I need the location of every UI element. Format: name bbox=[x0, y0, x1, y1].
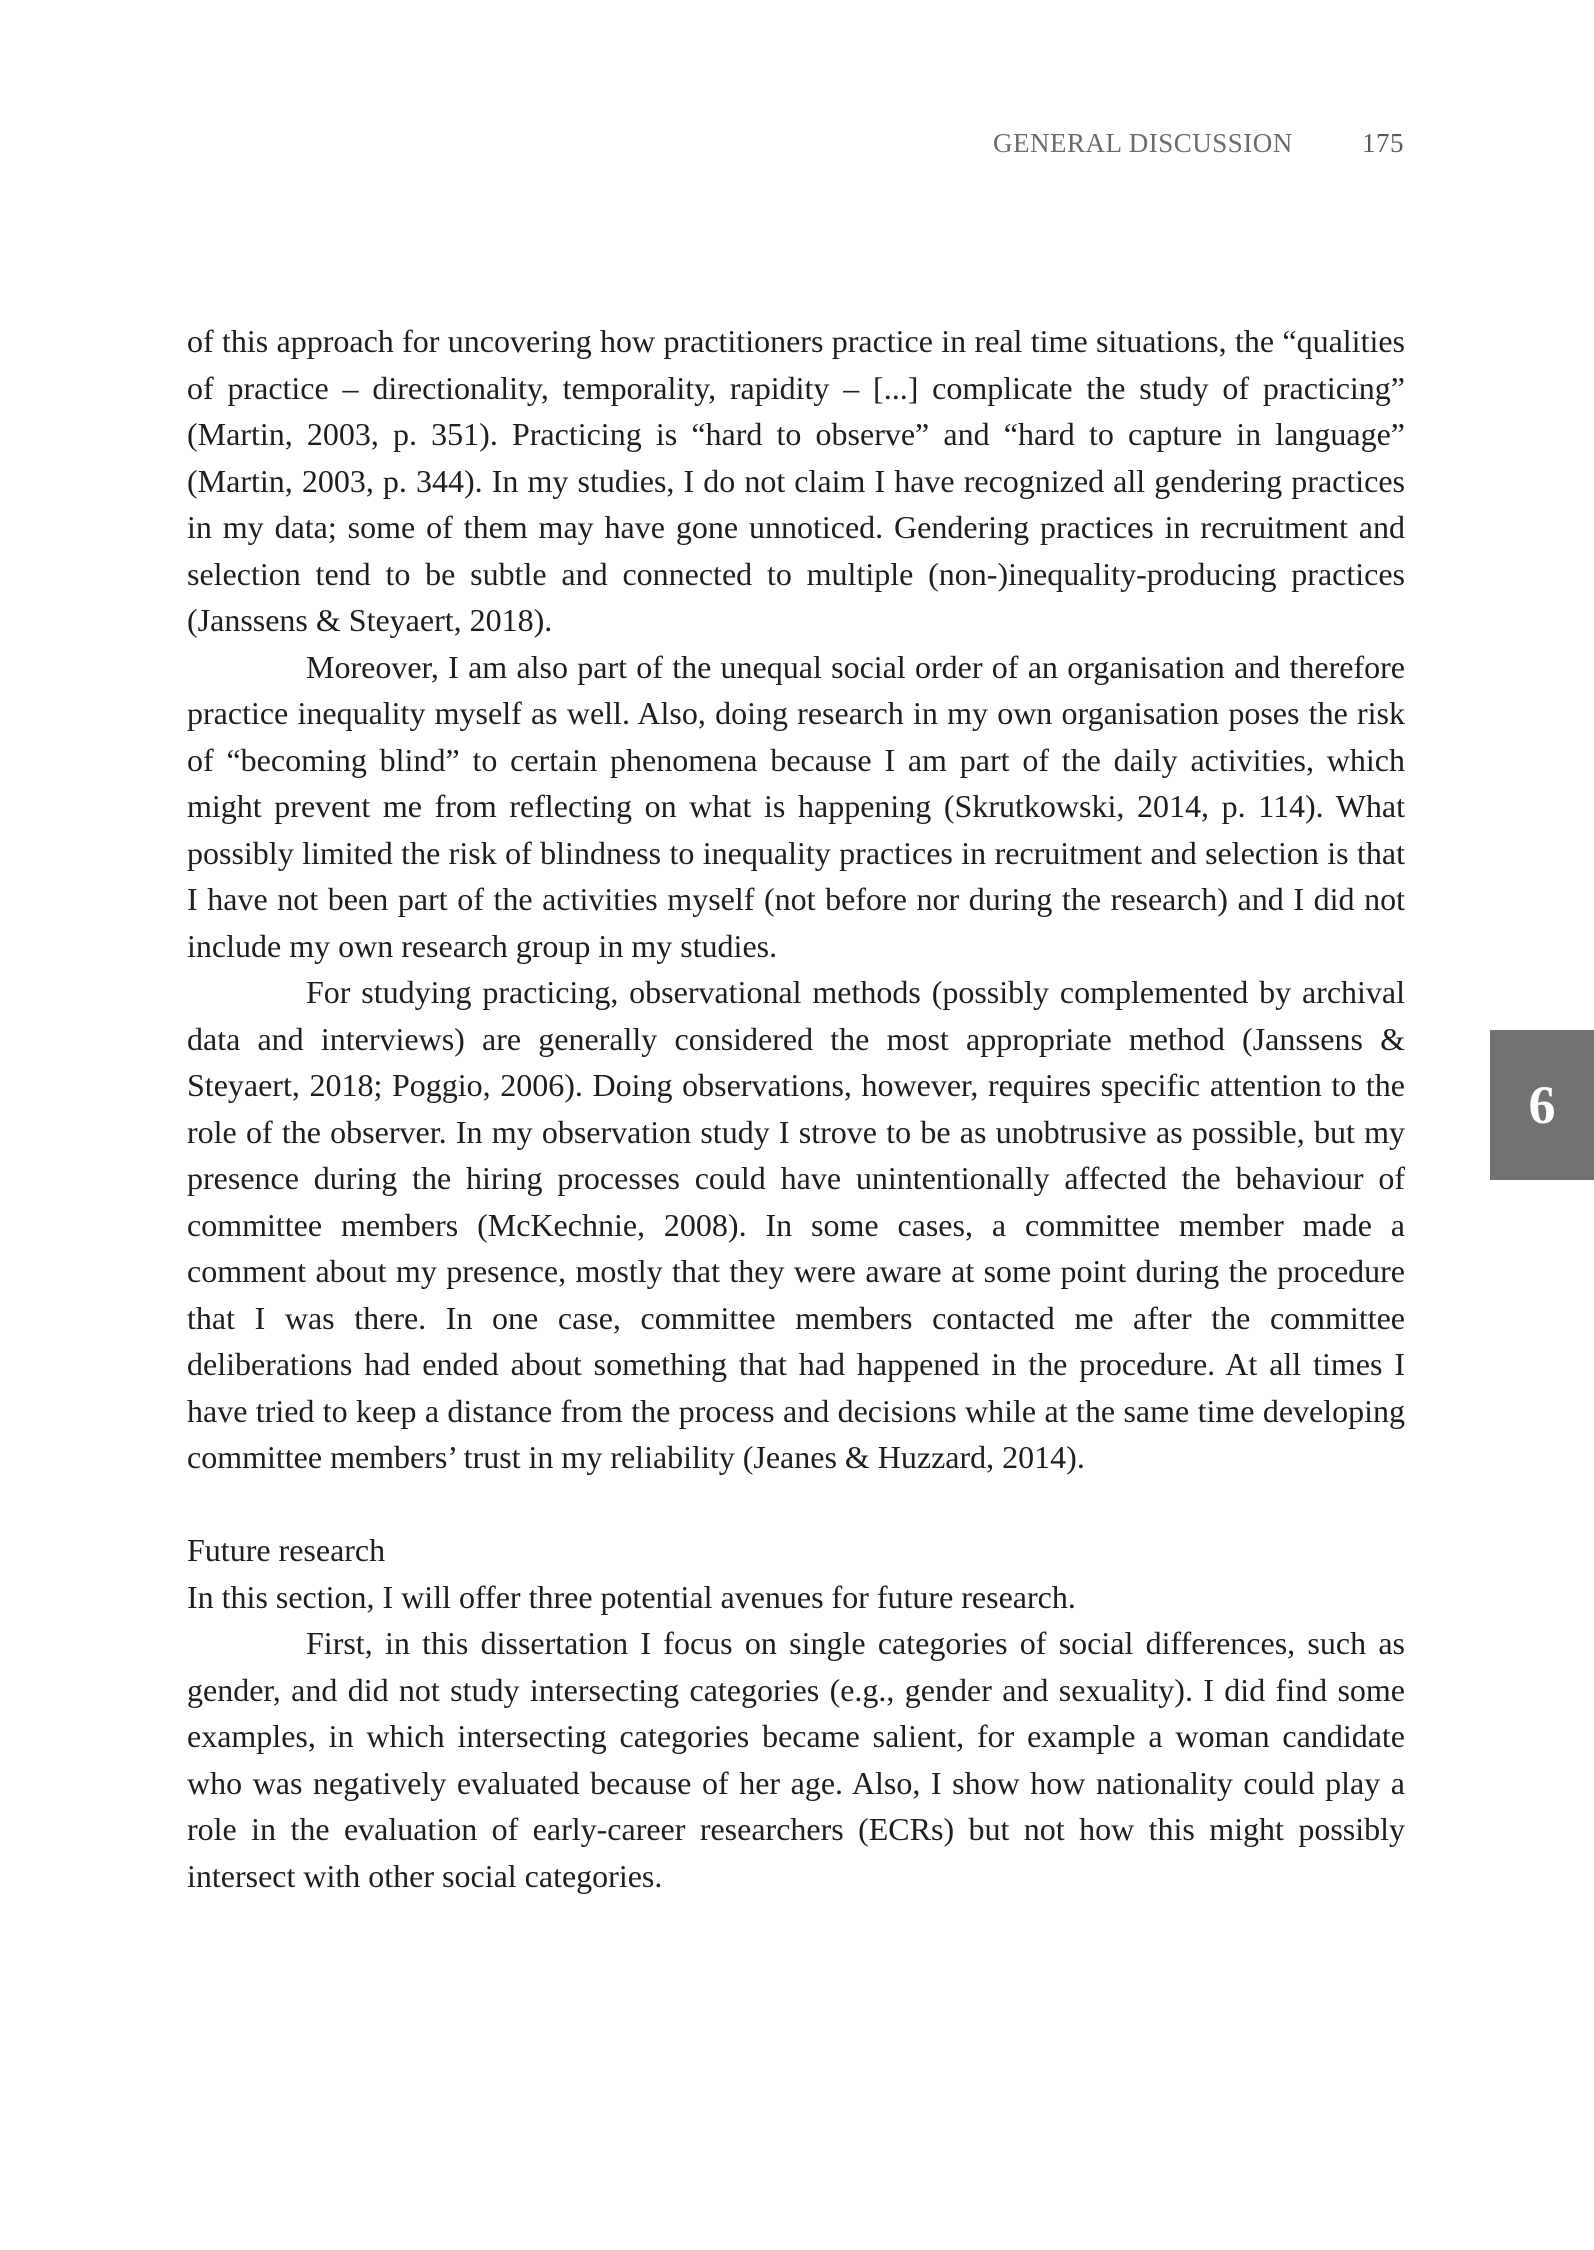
paragraph-researcher-position: Moreover, I am also part of the unequal social order of an organisation and therefore practice inequality myself as well. Also, doing research in my own organisation poses the risk of “becoming blind” to certain phenomena because I am part of the daily activities, which might prevent me from reflecting on what is happening (Skrutkowski, 2014, p. 114). What possibly limited the risk of blindness to inequality practices in recruitment and selection is that I have not been part of the activities myself (not before nor during the research) and I did not include my own research group in my studies. bbox=[187, 648, 1405, 964]
running-head bbox=[993, 128, 1404, 159]
body-text bbox=[187, 318, 1405, 1899]
paragraph-continuation: of this approach for uncovering how practitioners practice in real time situations, the “qualities of practice – directionality, temporality, rapidity – [...] complicate the study of practicing” (Martin, 2003, p. 351). Practicing is “hard to observe” and “hard to capture in language” (Martin, 2003, p. 344). In my studies, I do not claim I have recognized all gendering practices in my data; some of them may have gone unnoticed. Gendering practices in recruitment and selection tend to be subtle and connected to multiple (non-)inequality-producing practices (Janssens & Steyaert, 2018). bbox=[187, 323, 1405, 638]
chapter-number: 6 bbox=[1528, 1075, 1556, 1135]
paragraph-future-research-intro: In this section, I will offer three potential avenues for future research. bbox=[187, 1578, 1076, 1615]
chapter-tab bbox=[1490, 1030, 1594, 1180]
page-number: 175 bbox=[1362, 128, 1404, 158]
paragraph-intersecting-categories: First, in this dissertation I focus on single categories of social differences, such as gender, and did not study intersecting categories (e.g., gender and sexuality). I did find some examples, in which intersecting categories became salient, for example a woman candidate who was negatively evaluated because of her age. Also, I show how nationality could play a role in the evaluation of early-career researchers (ECRs) but not how this might possibly intersect with other social categories. bbox=[187, 1625, 1405, 1894]
running-head-title: GENERAL DISCUSSION bbox=[992, 128, 1293, 158]
section-heading-future-research: Future research bbox=[187, 1532, 386, 1568]
paragraph-observation-methods: For studying practicing, observational methods (possibly complemented by archival data and interviews) are generally considered the most appropriate method (Janssens & Steyaert, 2018; Poggio, 2006). Doing observations, however, requires specific attention to the role of the observer. In my observation study I strove to be as unobtrusive as possible, but my presence during the hiring processes could have unintentionally affected the behaviour of committee members (McKechnie, 2008). In some cases, a committee member made a comment about my presence, mostly that they were aware at some point during the procedure that I was there. In one case, committee members contacted me after the committee deliberations had ended about something that had happened in the procedure. At all times I have tried to keep a distance from the process and decisions while at the same time developing committee members’ trust in my reliability (Jeanes & Huzzard, 2014). bbox=[187, 974, 1405, 1475]
